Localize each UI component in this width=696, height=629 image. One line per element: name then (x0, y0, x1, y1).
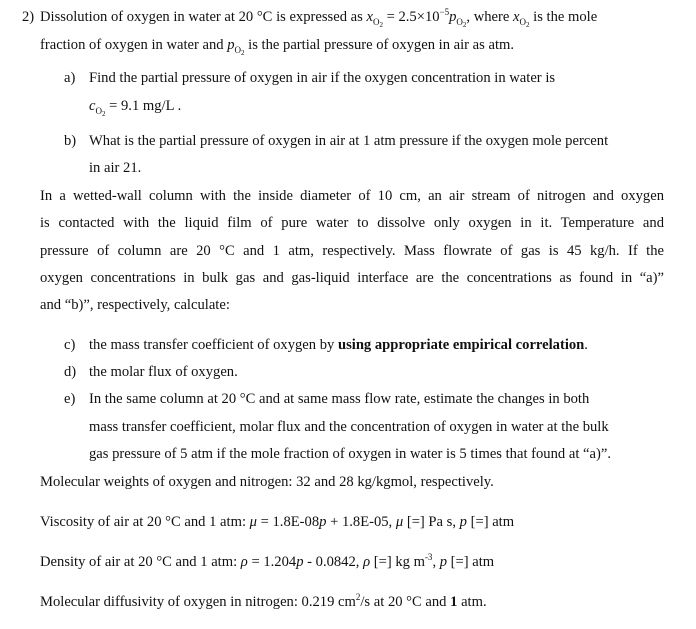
intro-line-1: Dissolution of oxygen in water at 20 °C is expressed as $x_{O_2} = 2.5\times 10^{-5}p_{O_2}$, where $x_{O_2}$ is the mole (40, 7, 598, 29)
part-e-line-1: In the same column at 20 °C and at same mass flow rate, estimate the changes in both (89, 391, 590, 407)
density-line: Density of air at 20 °C and 1 atm: ρ = 1.204p - 0.0842, ρ [=] kg $m^{-3}$, p [=] atm (40, 552, 495, 570)
viscosity-line: Viscosity of air at 20 °C and 1 atm: μ = 1.8E-08p + 1.8E-05, μ [=] Pa s, p [=] atm (40, 514, 515, 530)
diffusivity-line: Molecular diffusivity of oxygen in nitrogen: 0.219 $cm^2/s$ at 20 °C and 1 atm. (40, 592, 487, 610)
part-d-text: the molar flux of oxygen. (89, 364, 238, 380)
part-c-text: the mass transfer coefficient of oxygen by using appropriate empirical correlation. (89, 337, 588, 353)
part-a-line-1: Find the partial pressure of oxygen in air if the oxygen concentration in water is (89, 70, 556, 86)
part-c-label: c) (64, 337, 76, 353)
part-b-label: b) (64, 133, 77, 149)
part-e-label: e) (64, 391, 76, 407)
part-e-line-2: mass transfer coefficient, molar flux and the concentration of oxygen in water at the bulk (89, 419, 609, 435)
context-line-5: and “b)”, respectively, calculate: (40, 297, 230, 313)
context-line-4: oxygen concentrations in bulk gas and gas-liquid interface are the concentrations as found in “a)” (40, 270, 664, 286)
part-d-label: d) (64, 364, 77, 380)
question-number: 2) (22, 9, 35, 25)
part-e-line-3: gas pressure of 5 atm if the mole fraction of oxygen in water is 5 times that found at “a)”. (89, 446, 611, 462)
part-b-line-1: What is the partial pressure of oxygen in air at 1 atm pressure if the oxygen mole percent (89, 133, 609, 149)
intro-line-2: fraction of oxygen in water and $p_{O_2}$ is the partial pressure of oxygen in air as atm. (40, 37, 515, 57)
context-line-2: is contacted with the liquid film of pure water to dissolve only oxygen in it. Temperature and (40, 215, 664, 231)
part-b-line-2: in air 21. (89, 160, 142, 176)
context-line-1: In a wetted-wall column with the inside diameter of 10 cm, an air stream of nitrogen and oxygen (40, 188, 664, 204)
context-line-3: pressure of column are 20 °C and 1 atm, respectively. Mass flowrate of gas is 45 kg/h. If the (40, 243, 664, 259)
molecular-weights: Molecular weights of oxygen and nitrogen: 32 and 28 kg/kgmol, respectively. (40, 474, 494, 490)
part-a-line-2: $c_{O_2} = 9.1$ mg/L . (89, 98, 182, 118)
part-a-label: a) (64, 70, 76, 86)
